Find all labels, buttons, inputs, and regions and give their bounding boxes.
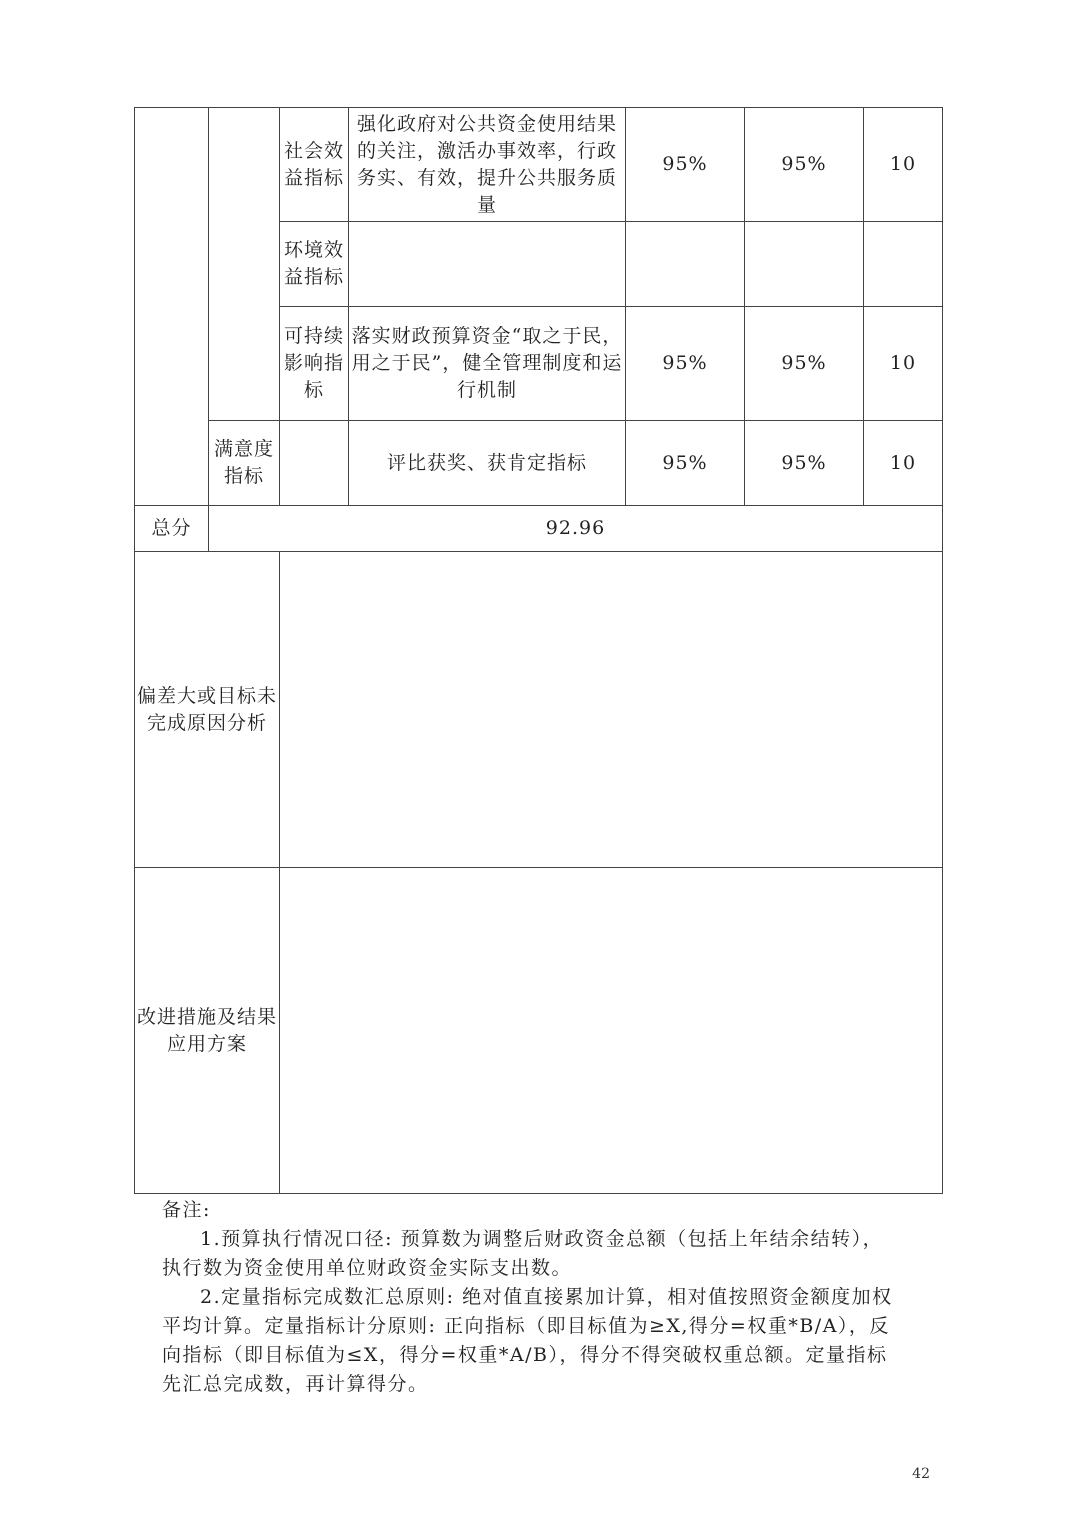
content-cell: 评比获奖、获肯定指标 <box>349 421 626 506</box>
score-cell <box>864 222 943 307</box>
improvement-row <box>135 868 943 1194</box>
indicator-cell: 社会效益指标 <box>280 108 349 222</box>
score-cell: 10 <box>864 108 943 222</box>
content-cell <box>349 222 626 307</box>
improvement-label: 改进措施及结果应用方案 <box>135 868 280 1194</box>
actual-value-cell: 95% <box>745 421 864 506</box>
actual-value-cell: 95% <box>745 307 864 421</box>
level1-cell-blank <box>135 108 209 506</box>
deviation-row <box>135 552 943 868</box>
improvement-value <box>280 868 943 1194</box>
notes-title: 备注: <box>162 1199 211 1221</box>
level2-cell-blank <box>209 108 280 421</box>
target-value-cell: 95% <box>626 108 745 222</box>
category-cell: 满意度指标 <box>209 421 280 506</box>
content-cell: 强化政府对公共资金使用结果的关注，激活办事效率，行政务实、有效，提升公共服务质量 <box>349 108 626 222</box>
target-value-cell: 95% <box>626 307 745 421</box>
indicator-cell <box>280 421 349 506</box>
score-cell: 10 <box>864 307 943 421</box>
target-value-cell: 95% <box>626 421 745 506</box>
table-row <box>135 108 943 222</box>
notes-section <box>162 1196 902 1399</box>
total-value: 92.96 <box>209 506 943 552</box>
deviation-label: 偏差大或目标未完成原因分析 <box>135 552 280 868</box>
content-cell: 落实财政预算资金“取之于民，用之于民”，健全管理制度和运行机制 <box>349 307 626 421</box>
total-label: 总分 <box>135 506 209 552</box>
page-number: 42 <box>912 1466 930 1482</box>
table-row <box>135 421 943 506</box>
total-row <box>135 506 943 552</box>
note-item-1: 1.预算执行情况口径: 预算数为调整后财政资金总额（包括上年结余结转），执行数为资金使用单位财政资金实际支出数。 <box>162 1228 884 1279</box>
indicator-cell: 可持续影响指标 <box>280 307 349 421</box>
note-item-2: 2.定量指标完成数汇总原则: 绝对值直接累加计算，相对值按照资金额度加权平均计算。定量指标计分原则: 正向指标（即目标值为≥X,得分=权重*B/A），反向指标（即目标值为≤X，得分=权重*A/B），得分不得突破权重总额。定量指标先汇总完成数，再计算得分。 <box>162 1286 893 1395</box>
indicator-cell: 环境效益指标 <box>280 222 349 307</box>
target-value-cell <box>626 222 745 307</box>
actual-value-cell <box>745 222 864 307</box>
score-cell: 10 <box>864 421 943 506</box>
actual-value-cell: 95% <box>745 108 864 222</box>
performance-table <box>134 107 943 1194</box>
deviation-value <box>280 552 943 868</box>
